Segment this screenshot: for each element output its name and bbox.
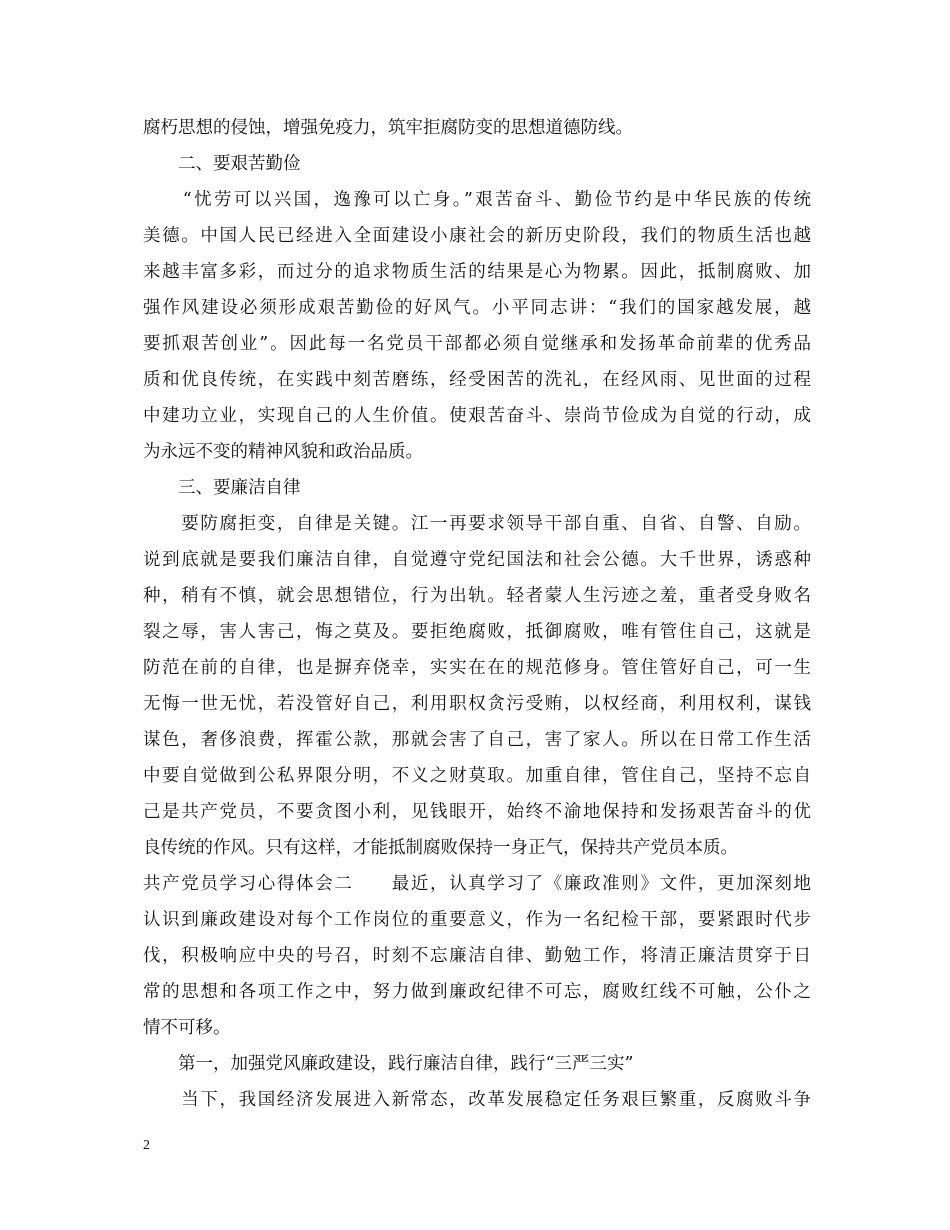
text-line: 谋色，奢侈浪费，挥霍公款，那就会害了自己，害了家人。所以在日常工作生活 (143, 730, 811, 750)
text-line: 美德。中国人民已经进入全面建设小康社会的新历史阶段，我们的物质生活也越 (143, 226, 811, 246)
page-number: 2 (143, 1138, 150, 1153)
text-line: 说到底就是要我们廉洁自律，自觉遵守党纪国法和社会公德。大千世界，诱惑种 (143, 550, 811, 570)
text-line: 当下，我国经济发展进入新常态，改革发展稳定任务艰巨繁重，反腐败斗争 (143, 1090, 811, 1110)
text-line: 质和优良传统，在实践中刻苦磨练，经受困苦的洗礼，在经风雨、见世面的过程 (143, 370, 811, 390)
text-line: 常的思想和各项工作之中，努力做到廉政纪律不可忘，腐败红线不可触，公仆之 (143, 982, 811, 1002)
text-line: 强作风建设必须形成艰苦勤俭的好风气。小平同志讲：“我们的国家越发展，越 (143, 298, 811, 318)
section-heading: 第一，加强党风廉政建设，践行廉洁自律，践行“三严三实” (143, 1054, 634, 1074)
text-line: 为永远不变的精神风貌和政治品质。 (143, 442, 423, 462)
text-line: 己是共产党员，不要贪图小利，见钱眼开，始终不渝地保持和发扬艰苦奋斗的优 (143, 802, 811, 822)
section-heading: 三、要廉洁自律 (143, 478, 301, 498)
text-line: 腐朽思想的侵蚀，增强免疫力，筑牢拒腐防变的思想道德防线。 (143, 118, 633, 138)
text-line: 要抓艰苦创业”。因此每一名党员干部都必须自觉继承和发扬革命前辈的优秀品 (143, 334, 811, 354)
text-line: 伐，积极响应中央的号召，时刻不忘廉洁自律、勤勉工作，将清正廉洁贯穿于日 (143, 946, 811, 966)
text-line: 裂之辱，害人害己，悔之莫及。要拒绝腐败，抵御腐败，唯有管住自己，这就是 (143, 622, 811, 642)
text-line: 共产党员学习心得体会二 最近，认真学习了《廉政准则》文件，更加深刻地 (143, 874, 811, 894)
text-line: 良传统的作风。只有这样，才能抵制腐败保持一身正气，保持共产党员本质。 (143, 838, 738, 858)
text-line: 中建功立业，实现自己的人生价值。使艰苦奋斗、崇尚节俭成为自觉的行动，成 (143, 406, 811, 426)
text-line: 认识到廉政建设对每个工作岗位的重要意义，作为一名纪检干部，要紧跟时代步 (143, 910, 811, 930)
section-heading: 二、要艰苦勤俭 (143, 154, 301, 174)
text-line: 来越丰富多彩，而过分的追求物质生活的结果是心为物累。因此，抵制腐败、加 (143, 262, 811, 282)
text-line: 情不可移。 (143, 1018, 231, 1038)
text-line: 中要自觉做到公私界限分明，不义之财莫取。加重自律，管住自己，坚持不忘自 (143, 766, 811, 786)
text-line: “忧劳可以兴国，逸豫可以亡身。”艰苦奋斗、勤俭节约是中华民族的传统 (143, 190, 811, 210)
text-line: 要防腐拒变，自律是关键。江一再要求领导干部自重、自省、自警、自励。 (143, 514, 811, 534)
text-line: 种，稍有不慎，就会思想错位，行为出轨。轻者蒙人生污迹之羞，重者受身败名 (143, 586, 811, 606)
text-line: 无悔一世无忧，若没管好自己，利用职权贪污受贿，以权经商，利用权利，谋钱 (143, 694, 811, 714)
text-line: 防范在前的自律，也是摒弃侥幸，实实在在的规范修身。管住管好自己，可一生 (143, 658, 811, 678)
